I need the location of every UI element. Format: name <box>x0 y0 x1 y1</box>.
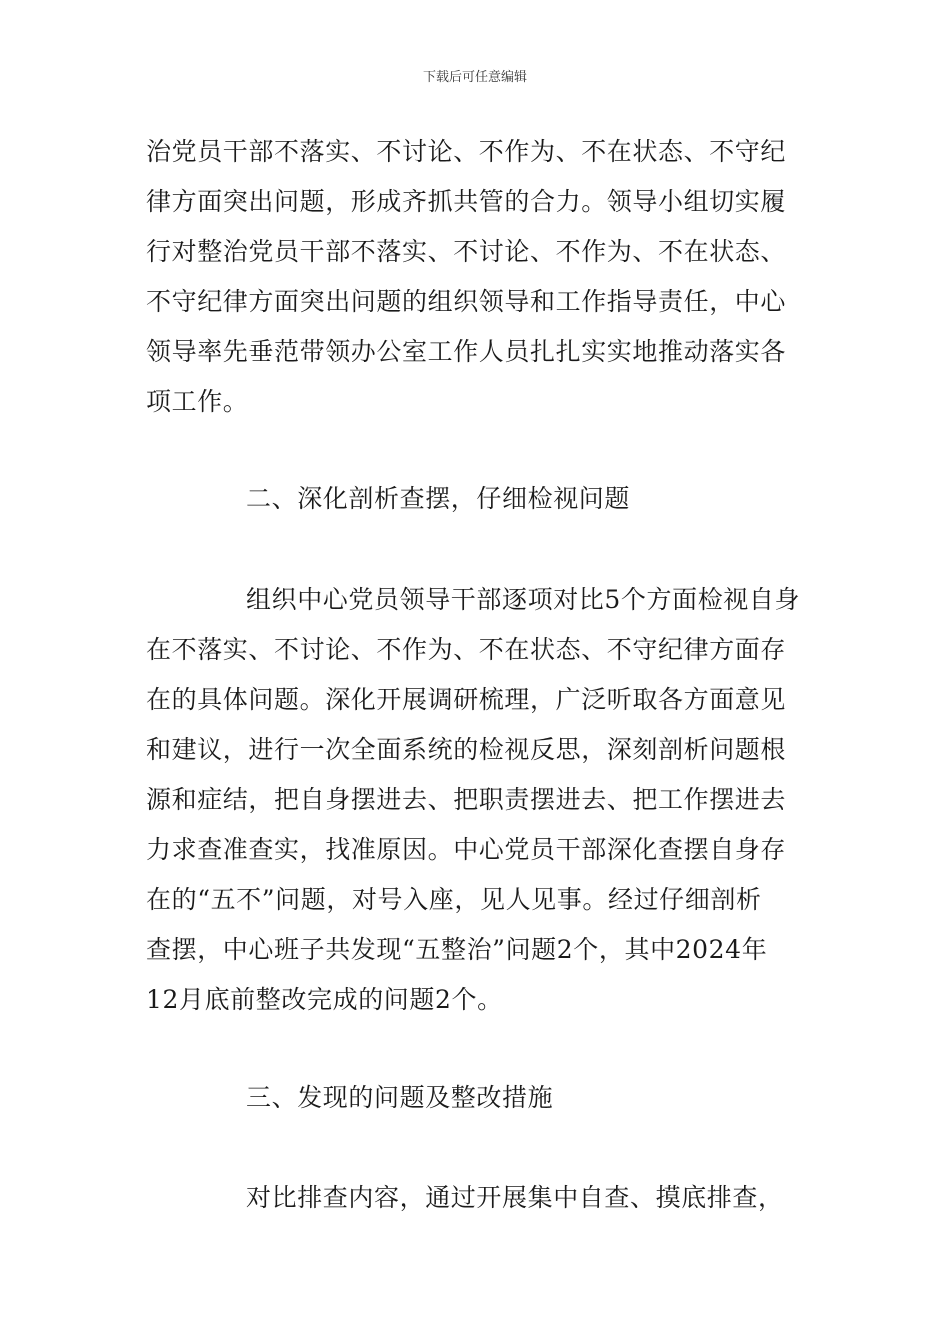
paragraph-line: 领导率先垂范带领办公室工作人员扎扎实实地推动落实各 <box>146 337 787 366</box>
paragraph-line: 项工作。 <box>146 387 249 416</box>
paragraph-line: 不守纪律方面突出问题的组织领导和工作指导责任，中心 <box>146 287 787 316</box>
paragraph-line: 源和症结，把自身摆进去、把职责摆进去、把工作摆进去 <box>146 785 787 814</box>
paragraph-line: 在的“五不”问题，对号入座，见人见事。经过仔细剖析 <box>146 885 762 914</box>
section-heading: 二、深化剖析查摆，仔细检视问题 <box>246 484 631 513</box>
paragraph-line: 律方面突出问题，形成齐抓共管的合力。领导小组切实履 <box>146 187 787 216</box>
paragraph-line: 组织中心党员领导干部逐项对比5个方面检视自身 <box>246 585 801 614</box>
paragraph-line: 查摆，中心班子共发现“五整治”问题2个，其中2024年 <box>146 935 768 964</box>
paragraph-line: 和建议，进行一次全面系统的检视反思，深刻剖析问题根 <box>146 735 787 764</box>
paragraph-line: 在的具体问题。深化开展调研梳理，广泛听取各方面意见 <box>146 685 787 714</box>
paragraph-line: 行对整治党员干部不落实、不讨论、不作为、不在状态、 <box>146 237 787 266</box>
paragraph-line: 对比排查内容，通过开展集中自查、摸底排查， <box>246 1183 784 1212</box>
paragraph-line: 治党员干部不落实、不讨论、不作为、不在状态、不守纪 <box>146 137 787 166</box>
paragraph-line: 力求查准查实，找准原因。中心党员干部深化查摆自身存 <box>146 835 787 864</box>
section-heading: 三、发现的问题及整改措施 <box>246 1083 554 1112</box>
paragraph-line: 12月底前整改完成的问题2个。 <box>146 985 503 1014</box>
paragraph-line: 在不落实、不讨论、不作为、不在状态、不守纪律方面存 <box>146 635 787 664</box>
page-header: 下载后可任意编辑 <box>422 70 527 85</box>
